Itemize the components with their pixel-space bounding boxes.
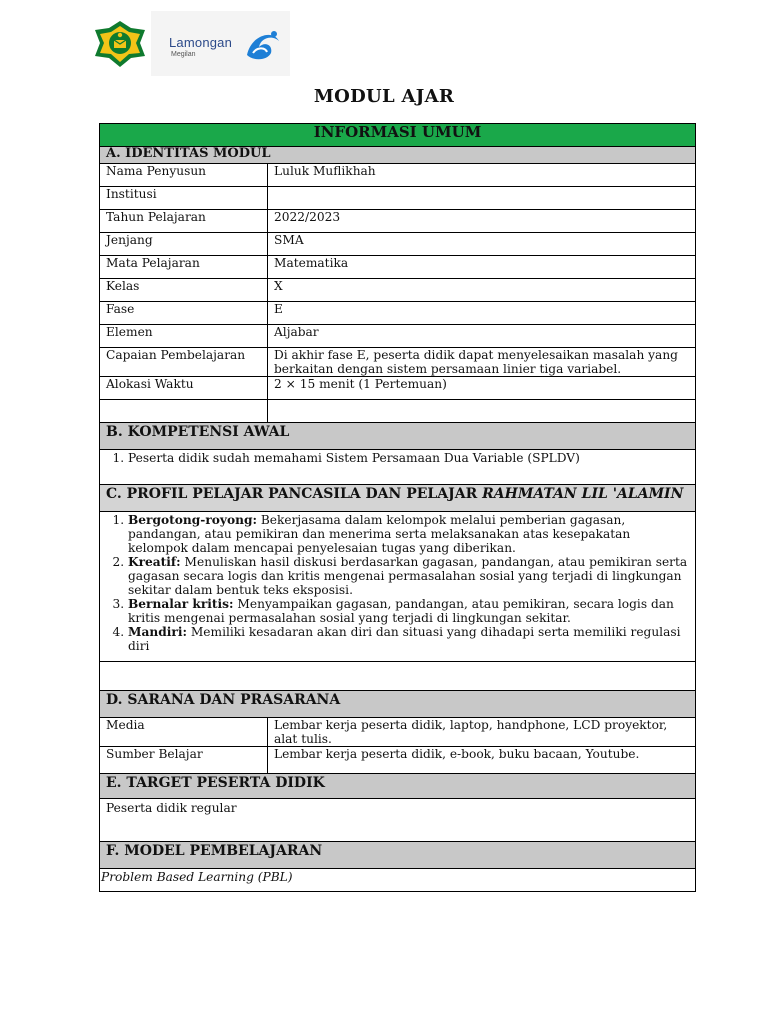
identity-row [100, 187, 696, 210]
identity-value: Matematika [268, 256, 696, 279]
profil-term: Bernalar kritis: [128, 597, 234, 611]
identity-label: Capaian Pembelajaran [100, 348, 268, 377]
identity-value: SMA [268, 233, 696, 256]
identity-value: X [268, 279, 696, 302]
section-title: C. PROFIL PELAJAR PANCASILA DAN PELAJAR [106, 486, 483, 502]
profil-term: Kreatif: [128, 555, 181, 569]
empty-cell [100, 400, 268, 423]
lamongan-logo [151, 11, 290, 76]
identity-label: Institusi [100, 187, 268, 210]
identity-row [100, 256, 696, 279]
sarana-label: Media [100, 718, 268, 747]
identity-row [100, 164, 696, 187]
model-cell: Problem Based Learning (PBL) [100, 869, 696, 892]
identity-row [100, 348, 696, 377]
identity-value [268, 187, 696, 210]
list-item [128, 625, 689, 653]
list-item [128, 513, 689, 555]
profil-text: Bekerjasama dalam kelompok melalui pemberian gagasan, pandangan, atau pemikiran dan menerima serta melaksanakan atas kesepakatan kelompok dalam mencapai penyelesaian tugas yang diberikan. [128, 513, 631, 555]
wave-icon [243, 25, 283, 63]
profil-text: Menyampaikan gagasan, pandangan, atau pemikiran, secara logis dan kritis mengenai permasalahan sosial yang terjadi di lingkungan sekitar. [128, 597, 674, 625]
sarana-value: Lembar kerja peserta didik, laptop, handphone, LCD proyektor, alat tulis. [268, 718, 696, 747]
identity-value: 2022/2023 [268, 210, 696, 233]
section-identitas-modul: A. IDENTITAS MODUL [100, 147, 696, 164]
section-kompetensi-awal: B. KOMPETENSI AWAL [100, 423, 696, 450]
empty-cell [268, 400, 696, 423]
identity-row [100, 279, 696, 302]
identity-label: Nama Penyusun [100, 164, 268, 187]
empty-cell [100, 662, 696, 691]
logo-text: Lamongan [169, 35, 233, 50]
identity-value: Di akhir fase E, peserta didik dapat menyelesaikan masalah yang berkaitan dengan sistem persamaan linier tiga variabel. [268, 348, 696, 377]
identity-row [100, 325, 696, 348]
identity-value: Aljabar [268, 325, 696, 348]
identity-value: 2 × 15 menit (1 Pertemuan) [268, 377, 696, 400]
identity-row [100, 210, 696, 233]
profil-term: Bergotong-royong: [128, 513, 257, 527]
profil-term: Mandiri: [128, 625, 187, 639]
target-cell: Peserta didik regular [100, 799, 696, 842]
list-item [128, 597, 689, 625]
sarana-label: Sumber Belajar [100, 747, 268, 774]
identity-label: Jenjang [100, 233, 268, 256]
info-banner: INFORMASI UMUM [100, 124, 696, 147]
section-profil-pelajar [100, 485, 696, 512]
sarana-row [100, 747, 696, 774]
section-sarana-prasarana: D. SARANA DAN PRASARANA [100, 691, 696, 718]
identity-row [100, 377, 696, 400]
section-model-pembelajaran: F. MODEL PEMBELAJARAN [100, 842, 696, 869]
sarana-row [100, 718, 696, 747]
identity-label: Alokasi Waktu [100, 377, 268, 400]
profil-list [106, 513, 689, 653]
sarana-value: Lembar kerja peserta didik, e-book, buku bacaan, Youtube. [268, 747, 696, 774]
identity-value: E [268, 302, 696, 325]
kemenag-logo [94, 20, 146, 68]
kompetensi-list [106, 451, 689, 465]
identity-label: Fase [100, 302, 268, 325]
module-info-table [99, 123, 696, 892]
identity-label: Elemen [100, 325, 268, 348]
identity-label: Mata Pelajaran [100, 256, 268, 279]
kompetensi-cell [100, 450, 696, 485]
profil-text: Memiliki kesadaran akan diri dan situasi yang dihadapi serta memiliki regulasi diri [128, 625, 681, 653]
empty-row [100, 400, 696, 423]
profil-cell [100, 512, 696, 662]
list-item: 1. Peserta didik sudah memahami Sistem Persamaan Dua Variable (SPLDV) [128, 451, 689, 465]
section-title-italic: RAHMATAN LIL 'ALAMIN [482, 486, 684, 502]
profil-text: Menuliskan hasil diskusi berdasarkan gagasan, pandangan, atau pemikiran serta gagasan secara logis dan kritis mengenai permasalahan sosial yang terjadi di lingkungan sekitar dalam bentuk teks eksposisi. [128, 555, 688, 597]
logo-subtext: Megilan [171, 51, 196, 58]
identity-row [100, 302, 696, 325]
identity-label: Tahun Pelajaran [100, 210, 268, 233]
list-item [128, 555, 689, 597]
document-title: MODUL AJAR [313, 86, 455, 107]
section-target-peserta: E. TARGET PESERTA DIDIK [100, 774, 696, 799]
identity-value: Luluk Muflikhah [268, 164, 696, 187]
identity-label: Kelas [100, 279, 268, 302]
identity-row [100, 233, 696, 256]
